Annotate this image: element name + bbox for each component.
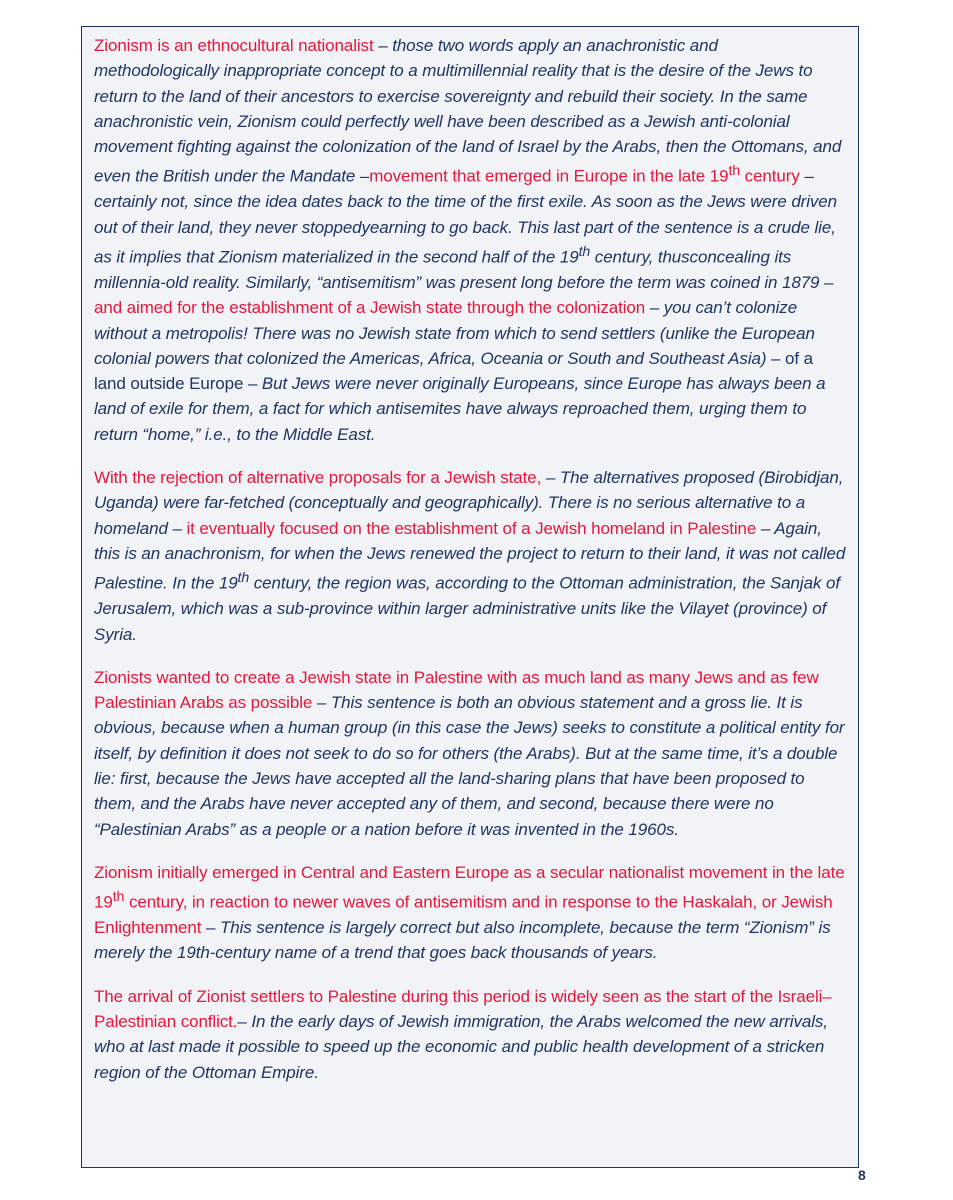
rebuttal-text: – The alternatives proposed (Birobidjan, Uganda) were far-fetched (conceptually and geographically). There is no serious alternative to a homeland – (94, 468, 844, 538)
quote-text: The arrival of Zionist settlers to Palestine during this period is widely seen as the start of the Israeli–Palestinian conflict. (94, 986, 832, 1032)
plain-text: – of a land outside Europe – (94, 348, 813, 394)
quote-text: it eventually focused on the establishment of a Jewish homeland in Palestine (181, 518, 757, 538)
paragraph-5 (94, 984, 847, 1085)
page-number: 8 (858, 1167, 866, 1183)
superscript: th (578, 244, 591, 261)
rebuttal-text: – Again, this is an anachronism, for when the Jews renewed the project to return to their land, it was not called Palestine. In the 19 (94, 518, 846, 593)
text-panel (81, 26, 859, 1168)
paragraph-1 (94, 33, 847, 447)
rebuttal-text: – certainly not, since the idea dates back to the time of the first exile. As soon as the Jews were driven out of their land, they never stoppedyearning to go back. This last part of the sentence is a crude lie, as it implies that Zionism materialized in the second half of the 19 (94, 167, 838, 267)
rebuttal-text: – This sentence is largely correct but also incomplete, because the term “Zionism” is merely the 19th-century name of a trend that goes back thousands of years. (94, 918, 831, 963)
paragraph-2 (94, 465, 847, 647)
rebuttal-text: But Jews were never originally Europeans, since Europe has always been a land of exile for them, a fact for which antisemites have always reproached them, urging them to return “home,” i.e., to the Middle East. (94, 374, 826, 444)
quote-text: century (740, 167, 800, 187)
superscript: th (112, 889, 125, 906)
quote-text: and aimed for the establishment of a Jewish state through the colonization (94, 298, 646, 318)
rebuttal-text: – This sentence is both an obvious statement and a gross lie. It is obvious, because when a human group (in this case the Jews) seeks to constitute a political entity for itself, by definition it does not seek to do so for others (the Arabs). But at the same time, it’s a double lie: first, because the Jews have accepted all the land-sharing plans that have been proposed to them, and the Arabs have never accepted any of them, and second, because there were no “Palestinian Arabs” as a people or a nation before it was invented in the 1960s. (94, 693, 845, 839)
quote-text: With the rejection of alternative proposals for a Jewish state, (94, 468, 542, 488)
quote-text: Zionists wanted to create a Jewish state in Palestine with as much land as many Jews and as few Palestinian Arabs as possible (94, 667, 819, 713)
quote-text: movement that emerged in Europe in the late 19 (369, 167, 729, 187)
rebuttal-text: – those two words apply an anachronistic and methodologically inappropriate concept to a multimillennial reality that is the desire of the Jews to return to the land of their ancestors to exercise sovereignty and rebuild their society. In the same anachronistic vein, Zionism could perfectly well have been described as a Jewish anti-colonial movement fighting against the colonization of the land of Israel by the Arabs, then the Ottomans, and even the British under the Mandate – (94, 36, 842, 187)
superscript: th (728, 163, 741, 180)
quote-text: Zionism is an ethnocultural nationalist (94, 36, 374, 55)
rebuttal-text: – In the early days of Jewish immigration, the Arabs welcomed the new arrivals, who at last made it possible to speed up the economic and public health development of a stricken region of the Ottoman Empire. (94, 1012, 828, 1082)
rebuttal-text: – you can’t colonize without a metropolis! There was no Jewish state from which to send settlers (unlike the European colonial powers that colonized the Americas, Africa, Oceania or South and Southeast Asia) (94, 298, 815, 368)
quote-text: Zionism initially emerged in Central and Eastern Europe as a secular nationalist movement in the late 19 (94, 862, 845, 912)
rebuttal-text: century, thusconcealing its millennia-old reality. Similarly, “antisemitism” was present long before the term was coined in 1879 – (94, 247, 834, 292)
superscript: th (237, 570, 250, 587)
paragraph-4 (94, 860, 847, 966)
quote-text: century, in reaction to newer waves of antisemitism and in response to the Haskalah, or Jewish Enlightenment (94, 892, 833, 938)
rebuttal-text: century, the region was, according to the Ottoman administration, the Sanjak of Jerusalem, which was a sub-province within larger administrative units like the Vilayet (province) of Syria. (94, 573, 840, 644)
paragraph-3 (94, 665, 847, 842)
